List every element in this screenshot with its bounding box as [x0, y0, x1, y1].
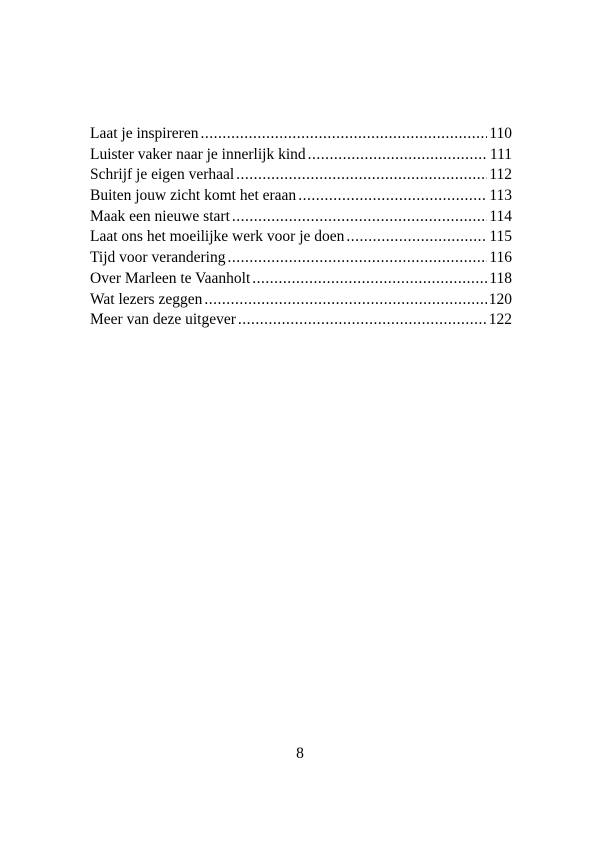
toc-entry-page: 122 — [488, 311, 512, 329]
toc-entry-page: 118 — [489, 269, 512, 287]
toc-dot-leader — [236, 165, 487, 186]
toc-entry[interactable] — [90, 165, 512, 186]
toc-entry-page: 120 — [488, 290, 512, 308]
toc-dot-leader — [298, 186, 487, 207]
toc-entry-title: Over Marleen te Vaanholt — [90, 269, 251, 287]
page-number: 8 — [296, 745, 304, 762]
toc-entry-page: 112 — [489, 166, 512, 184]
toc-entry[interactable] — [90, 310, 512, 331]
toc-dot-leader — [346, 227, 487, 248]
toc-entry-title: Wat lezers zeggen — [90, 290, 203, 308]
toc-entry[interactable] — [90, 248, 512, 269]
toc-dot-leader — [238, 310, 487, 331]
toc-entry[interactable] — [90, 186, 512, 207]
toc-entry[interactable] — [90, 290, 512, 311]
toc-dot-leader — [204, 290, 486, 311]
toc-entry[interactable] — [90, 207, 512, 228]
toc-dot-leader — [308, 145, 488, 166]
toc-entry[interactable] — [90, 145, 512, 166]
toc-entry-title: Schrijf je eigen verhaal — [90, 166, 235, 184]
toc-entry-title: Maak een nieuwe start — [90, 207, 230, 225]
toc-entry-page: 110 — [489, 125, 512, 142]
toc-entry-title: Laat ons het moeilijke werk voor je doen — [90, 228, 345, 246]
toc-entry-title: Luister vaker naar je innerlijk kind — [90, 145, 306, 163]
toc-entry[interactable] — [90, 269, 512, 290]
toc-dot-leader — [252, 269, 487, 290]
toc-entry-page: 116 — [489, 249, 512, 267]
toc-entry[interactable] — [90, 227, 512, 248]
toc-dot-leader — [232, 207, 487, 228]
toc-entry[interactable] — [90, 124, 512, 145]
toc-dot-leader — [200, 124, 487, 145]
toc-entry-title: Tijd voor verandering — [90, 249, 226, 267]
toc-entry-title: Laat je inspireren — [90, 125, 199, 142]
table-of-contents — [90, 124, 512, 331]
toc-entry-page: 113 — [489, 187, 512, 205]
toc-entry-title: Buiten jouw zicht komt het eraan — [90, 187, 297, 205]
toc-entry-title: Meer van deze uitgever — [90, 311, 236, 329]
toc-dot-leader — [227, 248, 487, 269]
toc-entry-page: 111 — [489, 145, 512, 163]
toc-entry-page: 115 — [489, 228, 512, 246]
toc-entry-page: 114 — [489, 207, 512, 225]
